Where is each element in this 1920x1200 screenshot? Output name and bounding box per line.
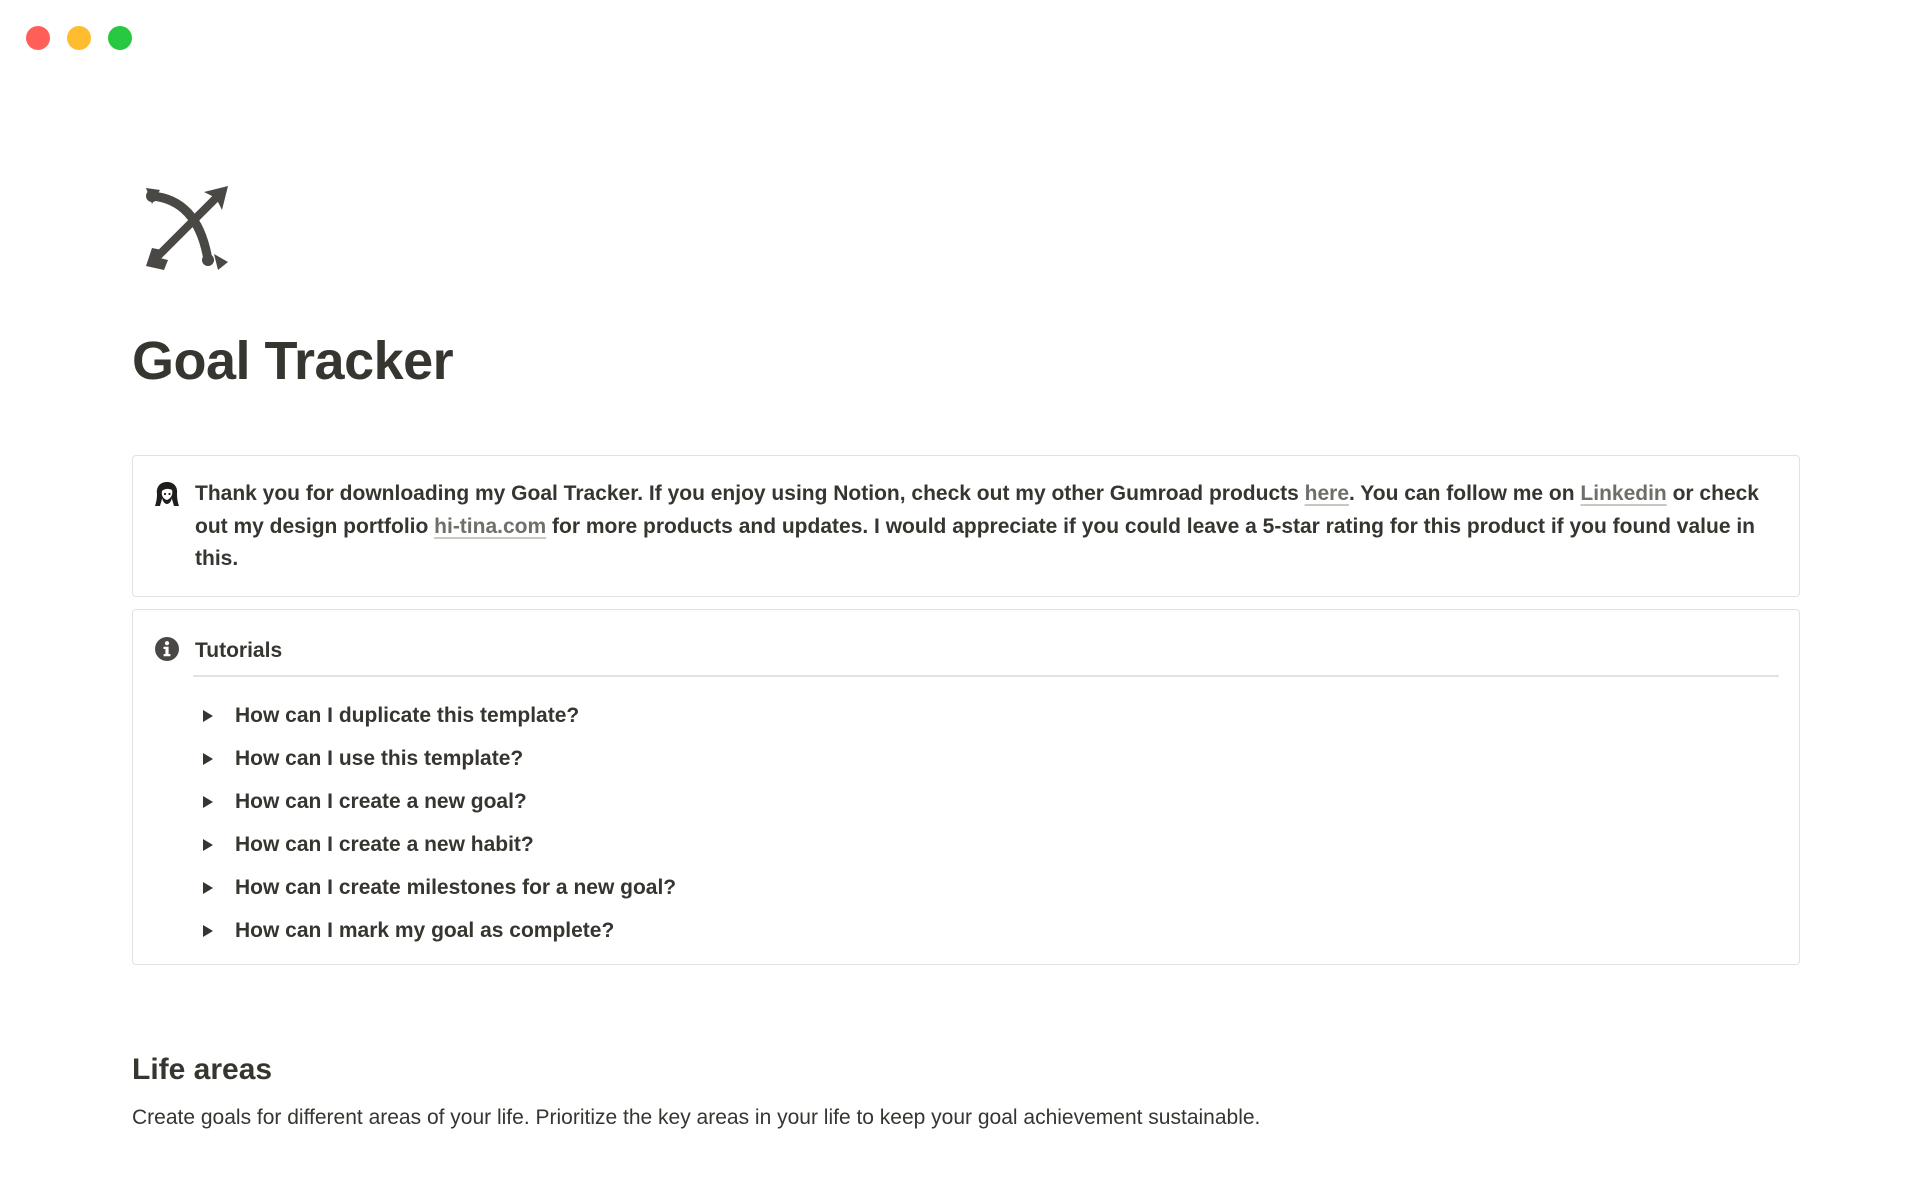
zoom-window-button[interactable] [108,26,132,50]
triangle-right-icon[interactable] [203,796,213,808]
tutorials-title: Tutorials [195,639,283,662]
gumroad-products-link[interactable]: here [1304,482,1349,505]
info-icon[interactable] [153,635,181,663]
toggle-use-template[interactable] [201,737,676,780]
toggle-duplicate-template[interactable] [201,694,676,737]
life-areas-description: Create goals for different areas of your life. Prioritize the key areas in your life to keep your goal achievement sustainable. [132,1106,1261,1129]
triangle-right-icon[interactable] [203,839,213,851]
toggle-label: How can I mark my goal as complete? [235,918,615,942]
page-title: Goal Tracker [132,331,454,391]
linkedin-link[interactable]: Linkedin [1580,482,1667,505]
welcome-text [195,478,1775,576]
toggle-create-habit[interactable] [201,823,676,866]
welcome-text-part-1: Thank you for downloading my Goal Tracker. If you enjoy using Notion, check out my other Gumroad products [195,482,1305,505]
toggle-mark-complete[interactable] [201,909,676,952]
bow-and-arrow-icon[interactable] [138,178,234,274]
minimize-window-button[interactable] [67,26,91,50]
toggle-label: How can I duplicate this template? [235,703,580,727]
triangle-right-icon[interactable] [203,925,213,937]
triangle-right-icon[interactable] [203,882,213,894]
toggle-label: How can I create a new habit? [235,832,534,856]
toggle-create-milestones[interactable] [201,866,676,909]
life-areas-heading: Life areas [132,1053,273,1086]
welcome-callout [132,455,1800,597]
woman-avatar-icon[interactable] [153,480,181,508]
welcome-text-part-4: for more products and updates. I would appreciate if you could leave a 5-star rating for this product if you found value in this. [195,514,1755,570]
window-controls [26,26,132,50]
triangle-right-icon[interactable] [203,753,213,765]
tutorials-callout [132,609,1800,965]
welcome-text-part-3: or check out my design portfolio [195,482,1759,538]
toggle-create-goal[interactable] [201,780,676,823]
toggle-label: How can I create a new goal? [235,789,527,813]
triangle-right-icon[interactable] [203,710,213,722]
tutorials-divider [193,675,1779,677]
welcome-text-part-2: . You can follow me on [1349,482,1581,505]
toggle-label: How can I create milestones for a new goal? [235,875,677,899]
tutorials-toggle-list [201,694,676,952]
toggle-label: How can I use this template? [235,746,524,770]
portfolio-link[interactable]: hi-tina.com [434,514,547,538]
close-window-button[interactable] [26,26,50,50]
